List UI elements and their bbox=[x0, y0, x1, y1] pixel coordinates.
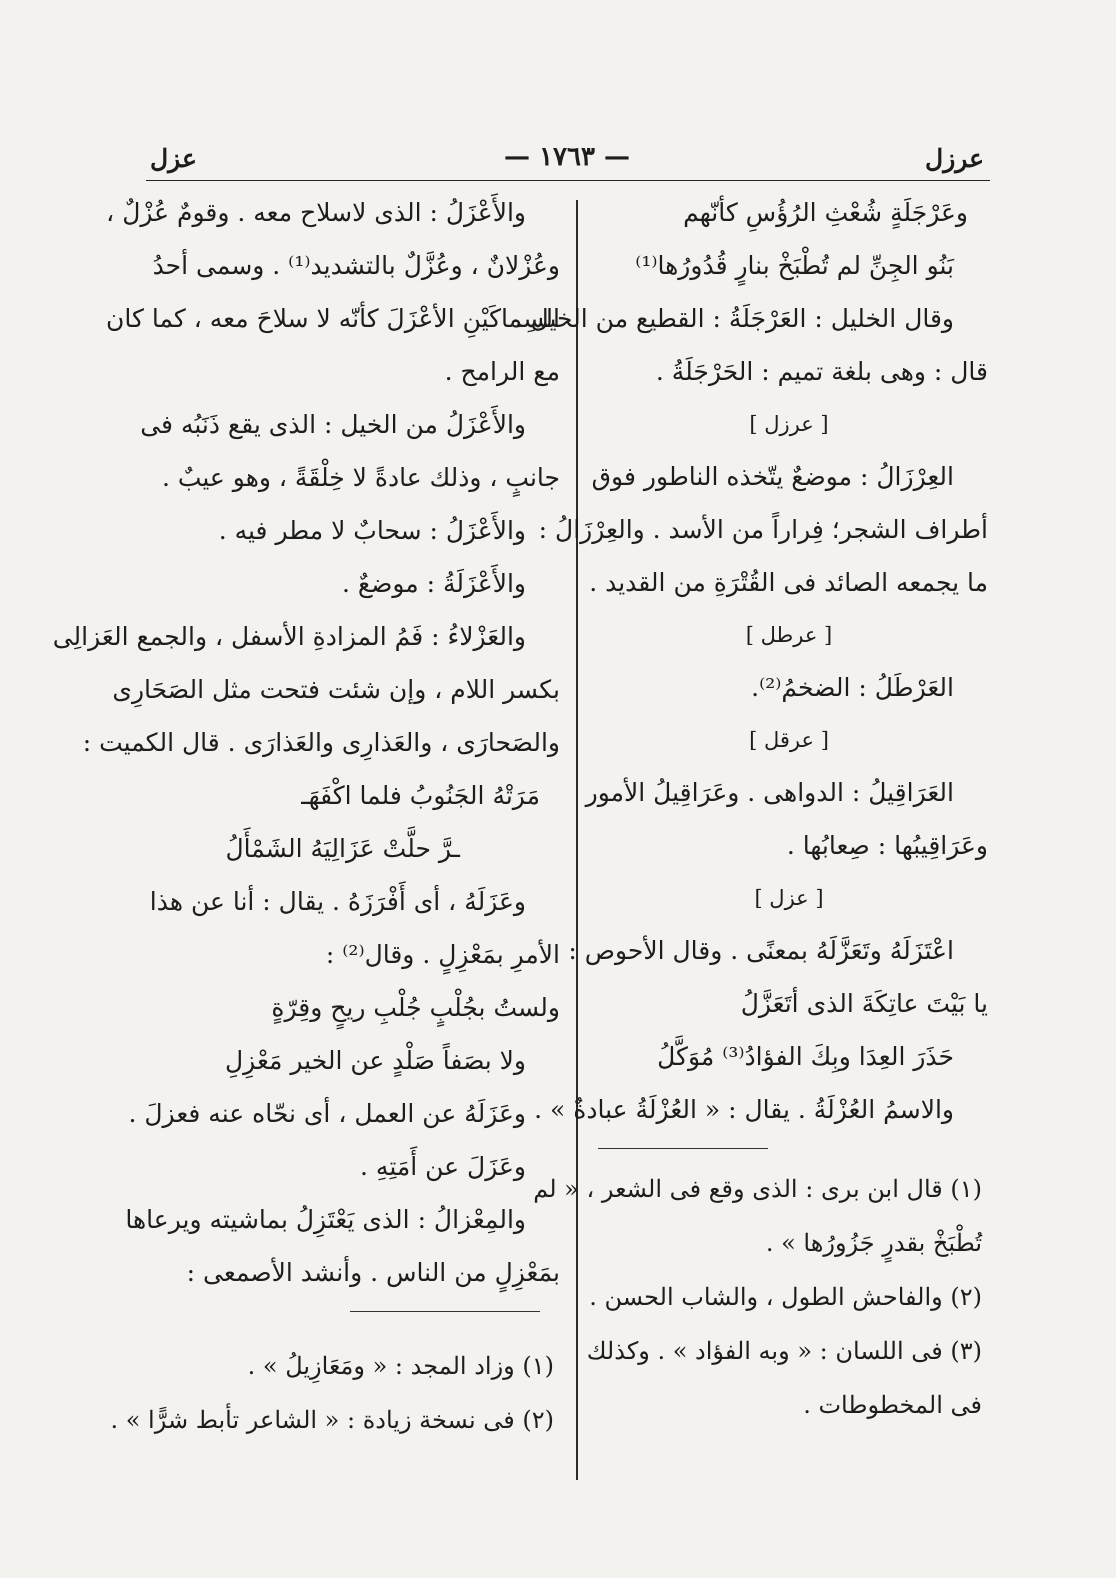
footnote: فى المخطوطات . bbox=[803, 1391, 982, 1419]
text-line: مع الرامح . bbox=[444, 357, 560, 386]
verse-line: ولا بصَفاً صَلْدٍ عن الخير مَعْزِلِ bbox=[225, 1046, 526, 1075]
text-line: أطراف الشجر؛ فِراراً من الأسد . والعِرْزَالُ : bbox=[538, 515, 988, 544]
text-line: وعَزَلَهُ عن العمل ، أى نحّاه عنه فعزلَ . bbox=[128, 1099, 526, 1128]
text-line: ما يجمعه الصائد فى القُتْرَةِ من القديد . bbox=[589, 568, 988, 597]
text-line: بمَعْزِلٍ من الناس . وأنشد الأصمعى : bbox=[186, 1258, 560, 1287]
footnote-rule bbox=[150, 1299, 560, 1339]
text-line: وعُزْلانٌ ، وعُزَّلٌ بالتشديد⁽¹⁾ . وسمى أحدُ bbox=[152, 251, 560, 280]
verse-line: يا بَيْتَ عاتِكَةَ الذى أتَعَزَّلُ bbox=[740, 989, 988, 1018]
page-header bbox=[146, 140, 988, 180]
text-line: والمِعْزالُ : الذى يَعْتَزِلُ بماشيته ويرعاها bbox=[125, 1205, 526, 1234]
footnote: (٢) والفاحش الطول ، والشاب الحسن . bbox=[589, 1283, 982, 1311]
header-rule bbox=[146, 180, 990, 181]
verse-line: حَذَرَ العِدَا وبِكَ الفؤادُ⁽³⁾ مُوَكَّلُ bbox=[657, 1042, 954, 1071]
text-line: اعْتَزَلَهُ وتَعَزَّلَهُ بمعنًى . وقال الأحوص : bbox=[568, 936, 954, 965]
verse-line: وعَرْجَلَةٍ شُعْثِ الرُؤُسِ كأنّهم bbox=[683, 198, 968, 227]
text-line: وقال الخليل : العَرْجَلَةُ : القطيع من الخيل . bbox=[514, 304, 954, 333]
text-line: جانبٍ ، وذلك عادةً لا خِلْقَةً ، وهو عيبٌ . bbox=[161, 463, 560, 492]
text-line: والأَعْزَلُ : الذى لاسلاح معه . وقومٌ عُزْلٌ ، bbox=[106, 198, 526, 227]
footnote-rule bbox=[590, 1136, 988, 1162]
text-line: والاسمُ العُزْلَةُ . يقال : « العُزْلَةُ عبادةٌ » . bbox=[534, 1095, 954, 1124]
footnote: (٣) فى اللسان : « وبه الفؤاد » . وكذلك bbox=[586, 1337, 982, 1365]
text-line: والأَعْزَلَةُ : موضعٌ . bbox=[341, 569, 526, 598]
text-line: والأَعْزَلُ من الخيل : الذى يقع ذَنَبُه فى bbox=[140, 410, 526, 439]
text-line: العِرْزَالُ : موضعٌ يتّخذه الناطور فوق bbox=[591, 462, 954, 491]
text-line: السِماكَيْنِ الأعْزَلَ كأنّه لا سلاحَ معه ، كما كان bbox=[106, 304, 560, 333]
text-line: والأَعْزَلُ : سحابٌ لا مطر فيه . bbox=[218, 516, 526, 545]
footnote: (١) قال ابن برى : الذى وقع فى الشعر ، « لم bbox=[533, 1175, 982, 1203]
footnote: تُطْبَخْ بقدرٍ جَزُورُها » . bbox=[765, 1229, 982, 1257]
header-root-word-left: عزل bbox=[150, 144, 197, 173]
entry-heading-artal: [ عرطل ] bbox=[745, 623, 833, 647]
text-line: وعَرَاقِيبُها : صِعابُها . bbox=[786, 831, 988, 860]
text-line: قال : وهى بلغة تميم : الحَرْجَلَةُ . bbox=[655, 357, 988, 386]
text-line: وعَزَلَ عن أَمَتِهِ . bbox=[360, 1152, 526, 1181]
verse-line: بَنُو الجِنِّ لم تُطْبَخْ بنارٍ قُدُورُها⁽¹⁾ bbox=[635, 251, 954, 280]
text-line: العَرْطَلُ : الضخمُ⁽²⁾. bbox=[751, 673, 954, 702]
page-number: — ١٧٦٣ — bbox=[504, 142, 630, 172]
footnote: (١) وزاد المجد : « ومَعَازِيلُ » . bbox=[247, 1352, 554, 1380]
text-line: الأمرِ بمَعْزِلٍ . وقال⁽²⁾ : bbox=[325, 940, 560, 969]
text-line: العَرَاقِيلُ : الدواهى . وعَرَاقِيلُ الأمور bbox=[585, 778, 954, 807]
text-line: والصَحارَى ، والعَذارِى والعَذارَى . قال الكميت : bbox=[82, 728, 560, 757]
right-column bbox=[514, 186, 988, 1432]
verse-line: ولستُ بجُلْبٍ جُلْبِ ريحٍ وقِرّةٍ bbox=[271, 993, 560, 1022]
verse-line: مَرَتْهُ الجَنُوبُ فلما اكْفَهَـ bbox=[301, 781, 540, 810]
entry-heading-arqal: [ عرقل ] bbox=[749, 728, 829, 752]
footnote: (٢) فى نسخة زيادة : « الشاعر تأبط شرًّا » . bbox=[110, 1406, 554, 1434]
column-divider bbox=[576, 200, 578, 1480]
verse-line: ـرَّ حلَّتْ عَزَالِيَهُ الشَمْأَلُ bbox=[225, 834, 460, 863]
text-line: والعَزْلاءُ : فَمُ المزادةِ الأسفل ، والجمع العَزالِى bbox=[52, 622, 526, 651]
header-root-word-right: عرزل bbox=[925, 144, 984, 173]
text-line: بكسر اللام ، وإن شئت فتحت مثل الصَحَارِى bbox=[112, 675, 560, 704]
left-column bbox=[52, 186, 560, 1447]
entry-heading-azal: [ عزل ] bbox=[754, 886, 824, 910]
entry-heading-arzal: [ عرزل ] bbox=[749, 412, 829, 436]
text-line: وعَزَلَهُ ، أى أَفْرَزَهُ . يقال : أنا عن هذا bbox=[149, 887, 526, 916]
